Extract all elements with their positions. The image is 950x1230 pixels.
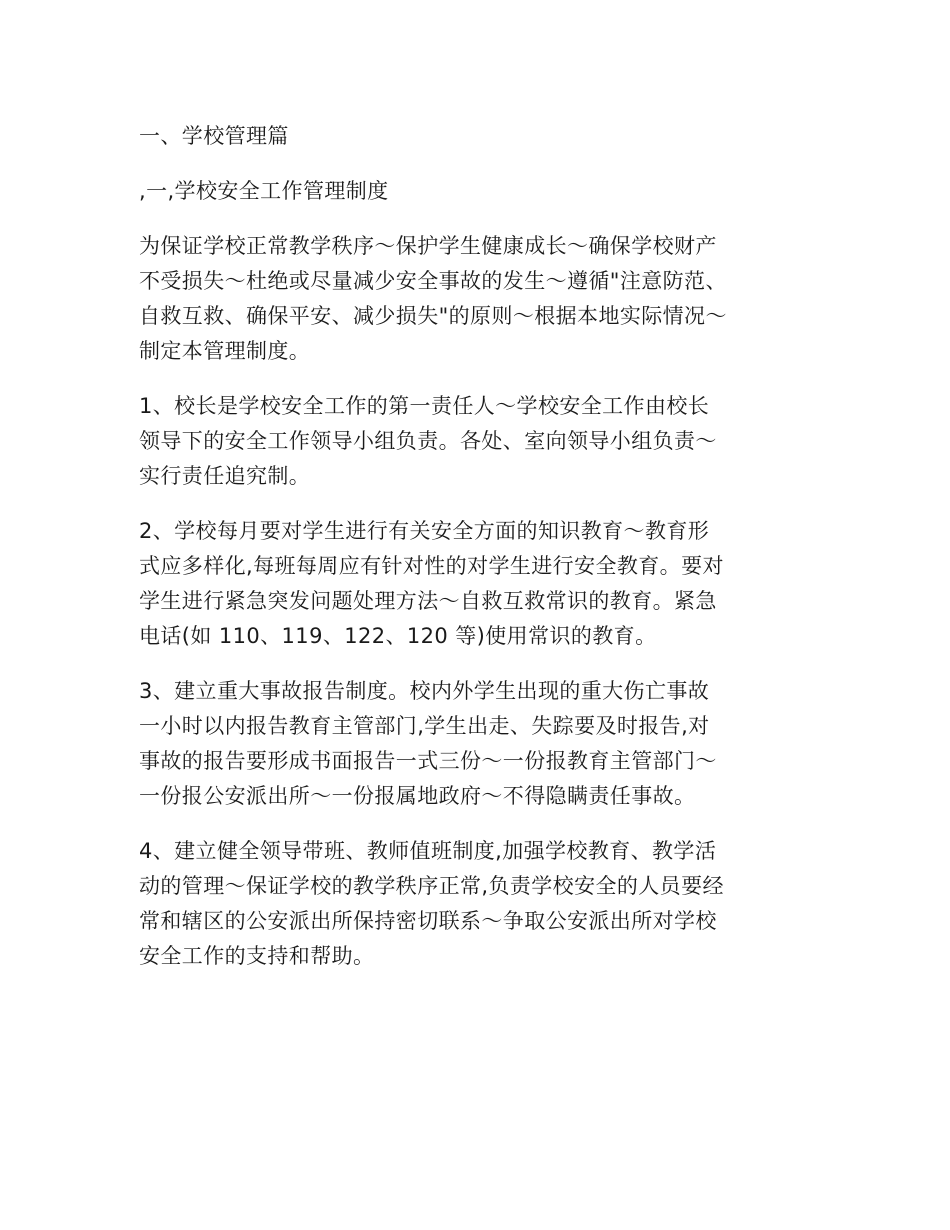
document-body	[139, 119, 811, 994]
subsection-title: ,一,学校安全工作管理制度	[139, 179, 389, 203]
paragraph-item-4: 4、建立健全领导带班、教师值班制度,加强学校教育、教学活 动的管理～保证学校的教学秩序正常,负责学校安全的人员要经 常和辖区的公安派出所保持密切联系～争取公安派出所对学校 安全工作的支持和帮助。	[139, 839, 724, 968]
paragraph-intro: 为保证学校正常教学秩序～保护学生健康成长～确保学校财产 不受损失～杜绝或尽量减少安全事故的发生～遵循"注意防范、 自救互救、确保平安、减少损失"的原则～根据本地实际情况～ 制定本管理制度。	[139, 234, 727, 363]
paragraph-item-3: 3、建立重大事故报告制度。校内外学生出现的重大伤亡事故 一小时以内报告教育主管部门,学生出走、失踪要及时报告,对 事故的报告要形成书面报告一式三份～一份报教育主管部门～ 一份报公安派出所～一份报属地政府～不得隐瞒责任事故。	[139, 679, 717, 808]
paragraph-item-2: 2、学校每月要对学生进行有关安全方面的知识教育～教育形 式应多样化,每班每周应有针对性的对学生进行安全教育。要对 学生进行紧急突发问题处理方法～自救互救常识的教育。紧急 电话(如 110、119、122、120 等)使用常识的教育。	[139, 519, 724, 648]
paragraph-item-1: 1、校长是学校安全工作的第一责任人～学校安全工作由校长 领导下的安全工作领导小组负责。各处、室向领导小组负责～ 实行责任追究制。	[139, 394, 717, 488]
section-title: 一、学校管理篇	[139, 124, 289, 148]
